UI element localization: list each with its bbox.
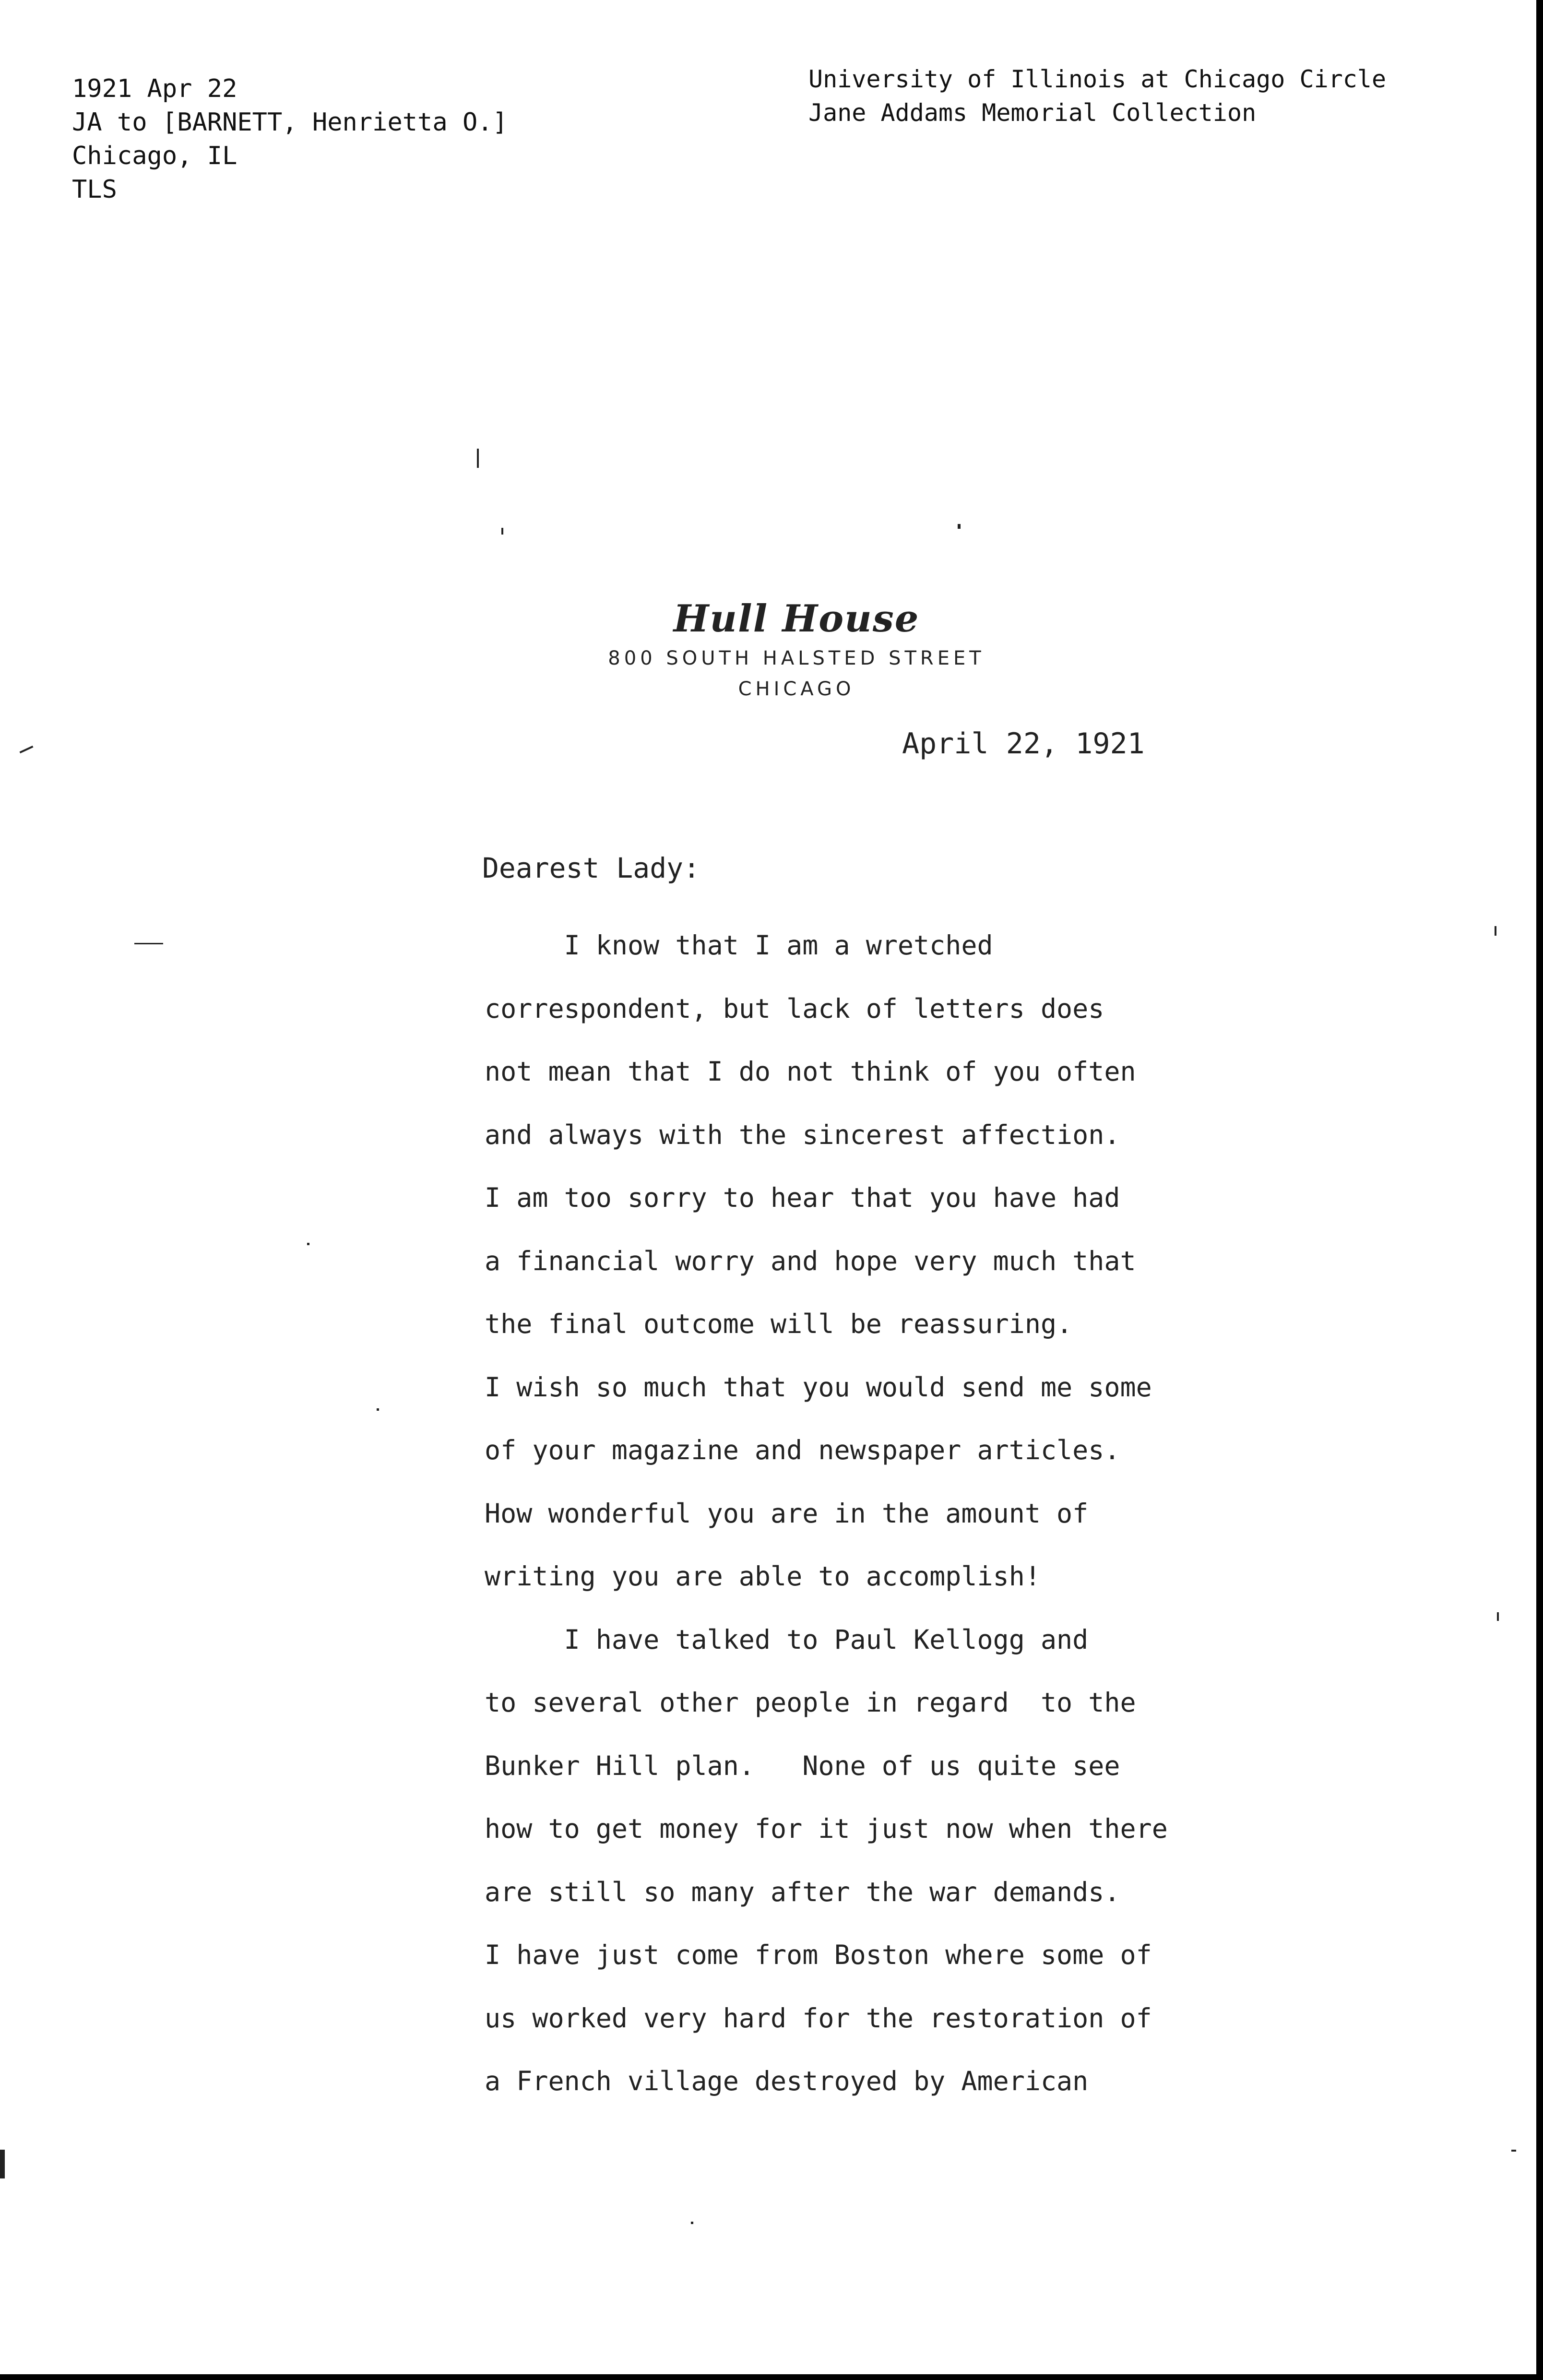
scan-speck bbox=[20, 746, 34, 753]
letter-line: a French village destroyed by American bbox=[485, 2066, 1089, 2096]
letter-line: writing you are able to accomplish! bbox=[485, 1561, 1041, 1592]
letter-line: I am too sorry to hear that you have had bbox=[485, 1182, 1120, 1213]
archive-doc-type: TLS bbox=[72, 175, 117, 204]
letter-line: the final outcome will be reassuring. bbox=[485, 1309, 1073, 1339]
scan-speck bbox=[691, 2222, 693, 2224]
letter-line: not mean that I do not think of you often bbox=[485, 1056, 1136, 1087]
scan-speck bbox=[501, 528, 503, 535]
scan-speck bbox=[134, 943, 163, 944]
letter-line: I have talked to Paul Kellogg and bbox=[485, 1624, 1089, 1655]
letter-line: how to get money for it just now when there bbox=[485, 1813, 1168, 1844]
letterhead-street: 800 SOUTH HALSTED STREET bbox=[608, 647, 985, 669]
letter-line: a financial worry and hope very much that bbox=[485, 1245, 1136, 1276]
scan-speck bbox=[477, 449, 479, 468]
letter-line: I have just come from Boston where some of bbox=[485, 1940, 1152, 1970]
letter-line: Bunker Hill plan. None of us quite see bbox=[485, 1750, 1120, 1781]
letter-line: are still so many after the war demands. bbox=[485, 1876, 1120, 1907]
letter-line: correspondent, but lack of letters does bbox=[485, 993, 1104, 1024]
archive-date: 1921 Apr 22 bbox=[72, 74, 237, 103]
letterhead-city: CHICAGO bbox=[738, 678, 855, 700]
scan-speck bbox=[958, 524, 961, 529]
scan-speck bbox=[1511, 2150, 1516, 2152]
archive-metadata bbox=[72, 72, 508, 206]
repository-institution: University of Illinois at Chicago Circle bbox=[808, 65, 1387, 93]
letterhead bbox=[552, 595, 1041, 704]
letter-body bbox=[485, 914, 1168, 2113]
scan-edge-bottom bbox=[0, 2374, 1543, 2380]
repository-collection: Jane Addams Memorial Collection bbox=[808, 99, 1257, 127]
scan-speck bbox=[307, 1243, 309, 1245]
letter-line: to several other people in regard to the bbox=[485, 1687, 1136, 1718]
letter-line: and always with the sincerest affection. bbox=[485, 1119, 1120, 1150]
scan-speck bbox=[1495, 926, 1496, 936]
scan-speck bbox=[0, 2150, 5, 2178]
letter-line: How wonderful you are in the amount of bbox=[485, 1498, 1089, 1529]
scan-speck bbox=[377, 1408, 379, 1411]
archive-place: Chicago, IL bbox=[72, 142, 237, 170]
scan-edge-right bbox=[1536, 0, 1543, 2380]
letter-salutation: Dearest Lady: bbox=[482, 852, 700, 884]
letterhead-name: Hull House bbox=[673, 597, 920, 641]
archive-correspondents: JA to [BARNETT, Henrietta O.] bbox=[72, 108, 508, 137]
letter-line: I wish so much that you would send me some bbox=[485, 1371, 1152, 1403]
repository-info bbox=[808, 62, 1386, 130]
letter-line: I know that I am a wretched bbox=[485, 930, 993, 961]
letter-line: us worked very hard for the restoration of bbox=[485, 2002, 1152, 2034]
letter-date: April 22, 1921 bbox=[902, 727, 1145, 761]
letter-line: of your magazine and newspaper articles. bbox=[485, 1435, 1120, 1465]
scan-speck bbox=[1497, 1612, 1499, 1621]
